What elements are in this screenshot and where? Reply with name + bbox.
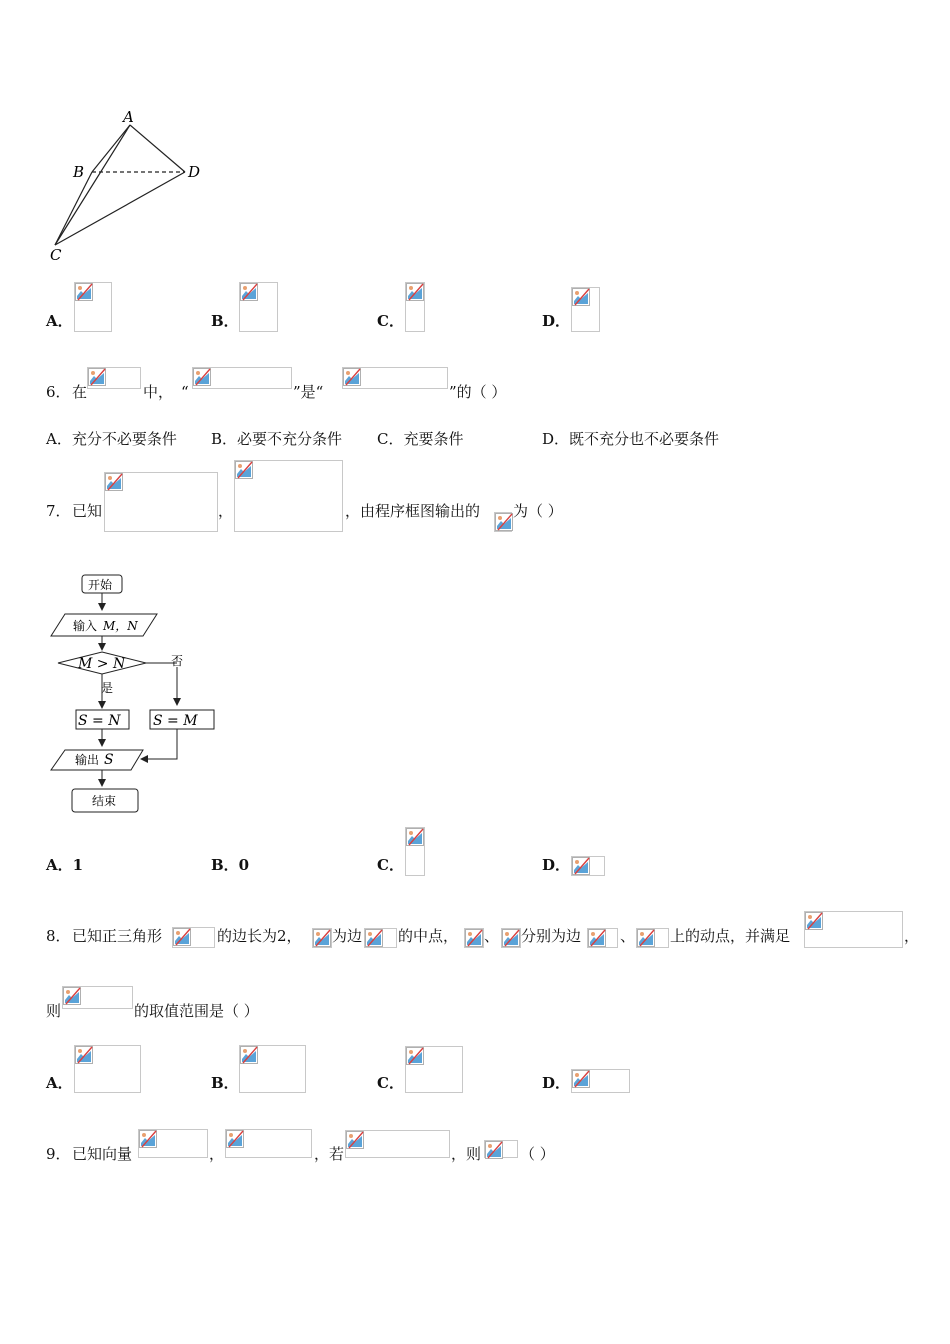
q6-image-3 xyxy=(342,367,448,389)
q7-image-2 xyxy=(234,460,343,532)
q7-text-2: ， xyxy=(218,502,234,520)
broken-image-icon xyxy=(572,288,590,306)
flow-input-label: 输入 xyxy=(73,619,98,633)
broken-image-icon xyxy=(313,929,331,947)
flow-s-m-label: S = M xyxy=(153,713,198,729)
q8-text-4: 的中点， xyxy=(398,927,459,945)
broken-image-icon xyxy=(805,912,823,930)
q6-number: 6． xyxy=(46,383,71,401)
q8-text-6: 分别为边 xyxy=(521,927,582,945)
q8-text-8: 上的动点，并满足 xyxy=(670,927,791,945)
flow-start-label: 开始 xyxy=(88,578,113,592)
flow-no-label: 否 xyxy=(171,654,184,668)
q6-text-1: 在 xyxy=(72,383,88,401)
q9-text-1: 已知向量 xyxy=(72,1145,133,1163)
q5-option-c-image xyxy=(405,282,425,332)
broken-image-icon xyxy=(63,987,81,1005)
q8-text-2: 的边长为2， xyxy=(217,927,302,945)
q8-text-7: 、 xyxy=(620,927,636,945)
tetrahedron-figure xyxy=(40,100,220,270)
flow-decision-label: M > N xyxy=(78,656,126,672)
q8-text-10: 则 xyxy=(46,1002,62,1020)
q7-image-3 xyxy=(494,512,512,532)
q9-image-1 xyxy=(138,1129,208,1158)
q5-option-a: A． xyxy=(46,312,73,330)
q5-option-c: C． xyxy=(377,312,404,330)
q8-option-d: D． xyxy=(542,1074,571,1092)
q8-option-a-image xyxy=(74,1045,141,1093)
q6-option-d: D．既不充分也不必要条件 xyxy=(542,430,720,448)
q8-image-1 xyxy=(172,927,215,948)
q6-text-4: ”是“ xyxy=(293,383,324,401)
edge-ac xyxy=(55,125,130,245)
q6-text-2: 中， xyxy=(143,383,174,401)
edge-cd xyxy=(55,172,185,245)
q7-text-3: ，由程序框图输出的 xyxy=(345,502,481,520)
flow-output-var: S xyxy=(104,752,114,768)
flow-end-label: 结束 xyxy=(92,794,117,808)
q8-image-5 xyxy=(501,928,521,948)
q9-image-2 xyxy=(225,1129,312,1158)
q6-option-b: B．必要不充分条件 xyxy=(211,430,343,448)
label-d: D xyxy=(188,163,201,181)
q7-image-1 xyxy=(104,472,218,532)
broken-image-icon xyxy=(235,461,253,479)
q8-image-7 xyxy=(636,928,669,948)
broken-image-icon xyxy=(346,1131,364,1149)
broken-image-icon xyxy=(193,368,211,386)
q7-text-4: 为（ ） xyxy=(513,502,563,520)
q8-text-5: 、 xyxy=(484,927,500,945)
q8-text-3: 为边 xyxy=(332,927,363,945)
broken-image-icon xyxy=(240,283,258,301)
broken-image-icon xyxy=(406,283,424,301)
q6-text-5: ”的（ ） xyxy=(449,383,507,401)
q5-option-b-image xyxy=(239,282,278,332)
broken-image-icon xyxy=(343,368,361,386)
q9-image-3 xyxy=(345,1130,450,1158)
q6-image-1 xyxy=(87,367,141,389)
q9-text-4: ，则 xyxy=(451,1145,482,1163)
q8-image-4 xyxy=(464,928,484,948)
q8-option-d-image xyxy=(571,1069,630,1093)
q7-option-b: B．0 xyxy=(211,856,250,874)
q9-image-4 xyxy=(484,1140,518,1158)
q5-option-d: D． xyxy=(542,312,571,330)
q5-option-d-image xyxy=(571,287,600,332)
broken-image-icon xyxy=(572,1070,590,1088)
q7-option-c: C． xyxy=(377,856,404,874)
q8-text-9: ， xyxy=(904,927,920,945)
flow-yes-label: 是 xyxy=(101,681,114,695)
broken-image-icon xyxy=(240,1046,258,1064)
broken-image-icon xyxy=(226,1130,244,1148)
q8-image-9 xyxy=(62,986,133,1009)
broken-image-icon xyxy=(406,1047,424,1065)
q8-image-6 xyxy=(587,928,618,948)
q5-option-a-image xyxy=(74,282,112,332)
edge-ad xyxy=(130,125,185,172)
q8-image-8 xyxy=(804,911,903,948)
q6-option-c: C．充要条件 xyxy=(377,430,464,448)
label-b: B xyxy=(73,163,85,181)
flow-s-n-label: S = N xyxy=(78,713,121,729)
q8-image-3 xyxy=(364,928,397,948)
q7-text-1: 已知 xyxy=(72,502,103,520)
q6-image-2 xyxy=(192,367,292,389)
broken-image-icon xyxy=(465,929,483,947)
q9-number: 9． xyxy=(46,1145,71,1163)
broken-image-icon xyxy=(588,929,606,947)
broken-image-icon xyxy=(173,928,191,946)
q7-option-c-image xyxy=(405,827,425,876)
broken-image-icon xyxy=(502,929,520,947)
q8-option-c-image xyxy=(405,1046,463,1093)
broken-image-icon xyxy=(572,857,590,875)
broken-image-icon xyxy=(75,283,93,301)
broken-image-icon xyxy=(75,1046,93,1064)
q8-option-c: C． xyxy=(377,1074,404,1092)
program-flowchart xyxy=(45,570,225,820)
broken-image-icon xyxy=(406,828,424,846)
q6-option-a: A．充分不必要条件 xyxy=(46,430,177,448)
q8-option-b: B． xyxy=(211,1074,239,1092)
broken-image-icon xyxy=(88,368,106,386)
label-c: C xyxy=(50,246,62,264)
broken-image-icon xyxy=(365,929,383,947)
broken-image-icon xyxy=(495,513,513,531)
q9-text-2: ， xyxy=(209,1145,225,1163)
q8-number: 8． xyxy=(46,927,71,945)
q8-text-1: 已知正三角形 xyxy=(72,927,163,945)
broken-image-icon xyxy=(637,929,655,947)
q9-text-5: （ ） xyxy=(520,1145,555,1163)
q7-option-d: D． xyxy=(542,856,571,874)
broken-image-icon xyxy=(485,1141,503,1159)
q7-option-a: A．1 xyxy=(46,856,84,874)
q7-number: 7． xyxy=(46,502,71,520)
q8-option-b-image xyxy=(239,1045,306,1093)
q7-option-d-image xyxy=(571,856,605,876)
broken-image-icon xyxy=(139,1130,157,1148)
q9-text-3: ，若 xyxy=(314,1145,345,1163)
flow-input-vars: M，N xyxy=(103,619,138,633)
broken-image-icon xyxy=(105,473,123,491)
q5-option-b: B． xyxy=(211,312,239,330)
label-a: A xyxy=(123,108,134,126)
q8-option-a: A． xyxy=(46,1074,73,1092)
q8-text-11: 的取值范围是（ ） xyxy=(134,1002,259,1020)
q8-image-2 xyxy=(312,928,332,948)
flow-output-label: 输出 xyxy=(75,753,100,767)
edge-ab xyxy=(92,125,130,172)
q6-text-3: “ xyxy=(181,383,189,401)
